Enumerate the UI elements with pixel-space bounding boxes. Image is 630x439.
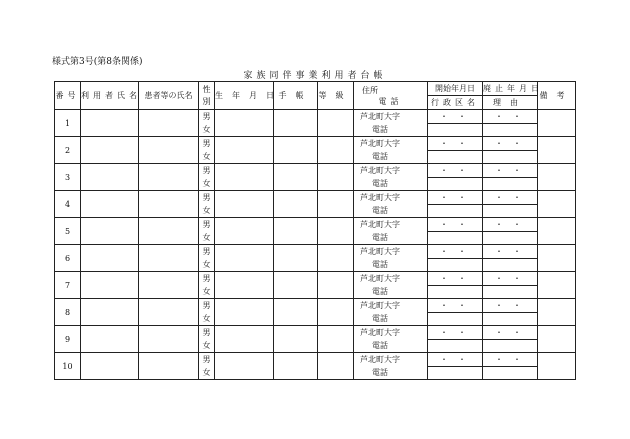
birth-date-cell[interactable] (215, 326, 274, 353)
district-cell[interactable] (428, 177, 483, 191)
row-number: 7 (55, 272, 81, 299)
sex-male: 男 (202, 328, 211, 337)
end-date-cell[interactable]: ・・ (483, 245, 538, 259)
row-number: 10 (55, 353, 81, 380)
user-name-cell[interactable] (81, 218, 139, 245)
address-prefix: 芦北町大字 (360, 328, 400, 337)
sex-female: 女 (202, 206, 211, 215)
end-date-cell[interactable]: ・・ (483, 353, 538, 367)
notebook-cell[interactable] (274, 245, 318, 272)
end-date-cell[interactable]: ・・ (483, 110, 538, 124)
district-cell[interactable] (428, 285, 483, 299)
birth-date-cell[interactable] (215, 110, 274, 137)
reason-cell[interactable] (483, 366, 538, 380)
table-row (55, 191, 576, 205)
sex-female: 女 (202, 368, 211, 377)
grade-cell[interactable] (318, 191, 354, 218)
start-date-cell[interactable]: ・・ (428, 326, 483, 340)
reason-cell[interactable] (483, 150, 538, 164)
patient-name-cell[interactable] (139, 110, 199, 137)
row-number: 4 (55, 191, 81, 218)
grade-cell[interactable] (318, 164, 354, 191)
sex-male: 男 (202, 274, 211, 283)
sex-cell[interactable] (199, 272, 215, 299)
address-phone-cell[interactable] (354, 326, 428, 353)
birth-date-cell[interactable] (215, 299, 274, 326)
address-phone-cell[interactable] (354, 137, 428, 164)
phone-label: 電話 (372, 233, 388, 242)
address-phone-cell[interactable] (354, 164, 428, 191)
notebook-cell[interactable] (274, 137, 318, 164)
end-date-cell[interactable]: ・・ (483, 272, 538, 286)
address-prefix: 芦北町大字 (360, 166, 400, 175)
header-notebook: 手帳 (274, 82, 318, 110)
header-birth-date: 生年月日 (215, 82, 274, 110)
remarks-cell[interactable] (538, 137, 576, 164)
sex-cell[interactable] (199, 191, 215, 218)
header-address-phone (354, 82, 428, 110)
end-date-cell[interactable]: ・・ (483, 299, 538, 313)
address-prefix: 芦北町大字 (360, 112, 400, 121)
sex-male: 男 (202, 166, 211, 175)
sex-cell[interactable] (199, 326, 215, 353)
address-phone-cell[interactable] (354, 299, 428, 326)
birth-date-cell[interactable] (215, 272, 274, 299)
birth-date-cell[interactable] (215, 191, 274, 218)
patient-name-cell[interactable] (139, 353, 199, 380)
address-phone-cell[interactable] (354, 110, 428, 137)
sex-female: 女 (202, 179, 211, 188)
patient-name-cell[interactable] (139, 299, 199, 326)
grade-cell[interactable] (318, 218, 354, 245)
table-row (55, 326, 576, 340)
sex-male: 男 (202, 139, 211, 148)
sex-female: 女 (202, 260, 211, 269)
start-date-cell[interactable]: ・・ (428, 299, 483, 313)
table-row (55, 110, 576, 124)
notebook-cell[interactable] (274, 326, 318, 353)
end-date-cell[interactable]: ・・ (483, 218, 538, 232)
district-cell[interactable] (428, 258, 483, 272)
sex-cell[interactable] (199, 164, 215, 191)
reason-cell[interactable] (483, 204, 538, 218)
user-name-cell[interactable] (81, 272, 139, 299)
reason-cell[interactable] (483, 231, 538, 245)
header-phone: 電話 (378, 96, 403, 106)
sex-female: 女 (202, 314, 211, 323)
header-address: 住所 (362, 85, 378, 95)
table-row (55, 272, 576, 286)
notebook-cell[interactable] (274, 191, 318, 218)
grade-cell[interactable] (318, 353, 354, 380)
sex-female: 女 (202, 152, 211, 161)
phone-label: 電話 (372, 125, 388, 134)
start-date-cell[interactable]: ・・ (428, 191, 483, 205)
start-date-cell[interactable]: ・・ (428, 137, 483, 151)
patient-name-cell[interactable] (139, 191, 199, 218)
address-phone-cell[interactable] (354, 272, 428, 299)
header-start-date: 開始年月日 (428, 82, 483, 96)
district-cell[interactable] (428, 366, 483, 380)
header-user-name: 利用者氏名 (81, 82, 139, 110)
start-date-cell[interactable]: ・・ (428, 218, 483, 232)
notebook-cell[interactable] (274, 353, 318, 380)
notebook-cell[interactable] (274, 299, 318, 326)
header-reason: 理由 (483, 96, 538, 110)
reason-cell[interactable] (483, 258, 538, 272)
remarks-cell[interactable] (538, 326, 576, 353)
sex-cell[interactable] (199, 137, 215, 164)
birth-date-cell[interactable] (215, 353, 274, 380)
birth-date-cell[interactable] (215, 245, 274, 272)
sex-male: 男 (202, 247, 211, 256)
address-prefix: 芦北町大字 (360, 247, 400, 256)
reason-cell[interactable] (483, 177, 538, 191)
header-sex: 性別 (199, 82, 215, 110)
form-title: 家族同伴事業利用者台帳 (243, 71, 387, 81)
phone-label: 電話 (372, 260, 388, 269)
phone-label: 電話 (372, 287, 388, 296)
patient-name-cell[interactable] (139, 218, 199, 245)
end-date-cell[interactable]: ・・ (483, 137, 538, 151)
district-cell[interactable] (428, 204, 483, 218)
sex-male: 男 (202, 193, 211, 202)
reason-cell[interactable] (483, 312, 538, 326)
user-name-cell[interactable] (81, 110, 139, 137)
remarks-cell[interactable] (538, 245, 576, 272)
district-cell[interactable] (428, 123, 483, 137)
district-cell[interactable] (428, 339, 483, 353)
row-number: 5 (55, 218, 81, 245)
header-grade: 等級 (318, 82, 354, 110)
district-cell[interactable] (428, 312, 483, 326)
grade-cell[interactable] (318, 299, 354, 326)
header-end-date: 廃止年月日 (483, 82, 538, 96)
sex-cell[interactable] (199, 353, 215, 380)
end-date-cell[interactable]: ・・ (483, 164, 538, 178)
table-row (55, 299, 576, 313)
row-number: 2 (55, 137, 81, 164)
user-name-cell[interactable] (81, 164, 139, 191)
patient-name-cell[interactable] (139, 245, 199, 272)
address-prefix: 芦北町大字 (360, 139, 400, 148)
start-date-cell[interactable]: ・・ (428, 353, 483, 367)
address-prefix: 芦北町大字 (360, 355, 400, 364)
remarks-cell[interactable] (538, 299, 576, 326)
row-number: 3 (55, 164, 81, 191)
sex-female: 女 (202, 233, 211, 242)
phone-label: 電話 (372, 206, 388, 215)
sex-female: 女 (202, 125, 211, 134)
remarks-cell[interactable] (538, 272, 576, 299)
grade-cell[interactable] (318, 272, 354, 299)
birth-date-cell[interactable] (215, 218, 274, 245)
row-number: 9 (55, 326, 81, 353)
address-phone-cell[interactable] (354, 353, 428, 380)
address-phone-cell[interactable] (354, 245, 428, 272)
reason-cell[interactable] (483, 339, 538, 353)
address-prefix: 芦北町大字 (360, 193, 400, 202)
birth-date-cell[interactable] (215, 164, 274, 191)
notebook-cell[interactable] (274, 272, 318, 299)
grade-cell[interactable] (318, 137, 354, 164)
end-date-cell[interactable]: ・・ (483, 191, 538, 205)
user-name-cell[interactable] (81, 137, 139, 164)
grade-cell[interactable] (318, 110, 354, 137)
district-cell[interactable] (428, 231, 483, 245)
notebook-cell[interactable] (274, 164, 318, 191)
user-name-cell[interactable] (81, 299, 139, 326)
remarks-cell[interactable] (538, 191, 576, 218)
reason-cell[interactable] (483, 285, 538, 299)
birth-date-cell[interactable] (215, 137, 274, 164)
end-date-cell[interactable]: ・・ (483, 326, 538, 340)
remarks-cell[interactable] (538, 110, 576, 137)
sex-female: 女 (202, 341, 211, 350)
table-row (55, 137, 576, 151)
patient-name-cell[interactable] (139, 137, 199, 164)
notebook-cell[interactable] (274, 110, 318, 137)
header-number: 番号 (55, 82, 81, 110)
user-name-cell[interactable] (81, 191, 139, 218)
patient-name-cell[interactable] (139, 164, 199, 191)
grade-cell[interactable] (318, 326, 354, 353)
row-number: 8 (55, 299, 81, 326)
phone-label: 電話 (372, 314, 388, 323)
sex-cell[interactable] (199, 299, 215, 326)
district-cell[interactable] (428, 150, 483, 164)
phone-label: 電話 (372, 152, 388, 161)
user-name-cell[interactable] (81, 245, 139, 272)
remarks-cell[interactable] (538, 164, 576, 191)
address-phone-cell[interactable] (354, 191, 428, 218)
user-register-table (54, 81, 576, 380)
user-name-cell[interactable] (81, 326, 139, 353)
user-name-cell[interactable] (81, 353, 139, 380)
phone-label: 電話 (372, 368, 388, 377)
start-date-cell[interactable]: ・・ (428, 245, 483, 259)
sex-cell[interactable] (199, 218, 215, 245)
notebook-cell[interactable] (274, 218, 318, 245)
sex-cell[interactable] (199, 245, 215, 272)
header-patient-name: 患者等の氏名 (139, 82, 199, 110)
reason-cell[interactable] (483, 123, 538, 137)
sex-male: 男 (202, 112, 211, 121)
address-phone-cell[interactable] (354, 218, 428, 245)
start-date-cell[interactable]: ・・ (428, 110, 483, 124)
remarks-cell[interactable] (538, 353, 576, 380)
table-row (55, 218, 576, 232)
table-row (55, 245, 576, 259)
address-prefix: 芦北町大字 (360, 274, 400, 283)
sex-male: 男 (202, 301, 211, 310)
grade-cell[interactable] (318, 245, 354, 272)
header-district: 行政区名 (428, 96, 483, 110)
sex-male: 男 (202, 355, 211, 364)
table-row (55, 353, 576, 367)
form-number: 様式第3号(第8条関係) (52, 57, 143, 67)
sex-female: 女 (202, 287, 211, 296)
sex-cell[interactable] (199, 110, 215, 137)
patient-name-cell[interactable] (139, 272, 199, 299)
address-prefix: 芦北町大字 (360, 301, 400, 310)
sex-male: 男 (202, 220, 211, 229)
start-date-cell[interactable]: ・・ (428, 272, 483, 286)
table-row (55, 164, 576, 178)
header-remarks: 備考 (538, 82, 576, 110)
patient-name-cell[interactable] (139, 326, 199, 353)
phone-label: 電話 (372, 341, 388, 350)
phone-label: 電話 (372, 179, 388, 188)
row-number: 1 (55, 110, 81, 137)
remarks-cell[interactable] (538, 218, 576, 245)
address-prefix: 芦北町大字 (360, 220, 400, 229)
row-number: 6 (55, 245, 81, 272)
start-date-cell[interactable]: ・・ (428, 164, 483, 178)
